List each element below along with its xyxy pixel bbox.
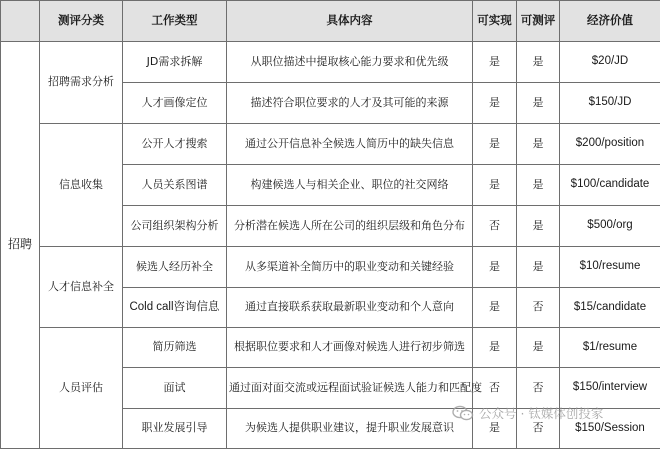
achievable-cell: 是 <box>473 288 517 328</box>
work-type-cell: 人员关系图谱 <box>123 165 227 206</box>
value-cell: $200/position <box>560 124 660 165</box>
assessable-cell: 是 <box>517 83 560 124</box>
category-cell: 人才信息补全 <box>40 247 123 328</box>
achievable-cell: 是 <box>473 165 517 206</box>
achievable-cell: 是 <box>473 247 517 288</box>
table-row <box>1 247 660 288</box>
header-assessable: 可测评 <box>517 1 560 42</box>
work-type-cell: 简历筛选 <box>123 328 227 368</box>
assessable-cell: 是 <box>517 247 560 288</box>
assessable-cell: 否 <box>517 409 560 449</box>
value-cell: $100/candidate <box>560 165 660 206</box>
assessable-cell: 是 <box>517 206 560 247</box>
header-row <box>1 1 660 42</box>
table-row <box>1 328 660 368</box>
content-cell: 从多渠道补全简历中的职业变动和关键经验 <box>227 247 473 288</box>
header-work-type: 工作类型 <box>123 1 227 42</box>
value-cell: $1/resume <box>560 328 660 368</box>
assessable-cell: 是 <box>517 124 560 165</box>
watermark-text: 公众号 · 钛媒体创投家 <box>479 404 603 422</box>
assessable-cell: 是 <box>517 42 560 83</box>
work-type-cell: 公司组织架构分析 <box>123 206 227 247</box>
work-type-cell: 候选人经历补全 <box>123 247 227 288</box>
achievable-cell: 是 <box>473 42 517 83</box>
achievable-cell: 否 <box>473 206 517 247</box>
category-cell: 人员评估 <box>40 328 123 449</box>
content-cell: 构建候选人与相关企业、职位的社交网络 <box>227 165 473 206</box>
content-cell: 通过直接联系获取最新职业变动和个人意向 <box>227 288 473 328</box>
achievable-cell: 否 <box>473 368 517 409</box>
header-value: 经济价值 <box>560 1 660 42</box>
achievable-cell: 是 <box>473 83 517 124</box>
top-category-cell: 招聘 <box>1 42 40 449</box>
value-cell: $150/interview <box>560 368 660 409</box>
work-type-cell: 面试 <box>123 368 227 409</box>
work-type-cell: JD需求拆解 <box>123 42 227 83</box>
value-cell: $500/org <box>560 206 660 247</box>
assessable-cell: 是 <box>517 328 560 368</box>
content-cell: 根据职位要求和人才画像对候选人进行初步筛选 <box>227 328 473 368</box>
assessable-cell: 否 <box>517 368 560 409</box>
category-cell: 信息收集 <box>40 124 123 247</box>
content-cell: 通过公开信息补全候选人简历中的缺失信息 <box>227 124 473 165</box>
content-cell: 从职位描述中提取核心能力要求和优先级 <box>227 42 473 83</box>
header-category: 测评分类 <box>40 1 123 42</box>
content-cell: 通过面对面交流或远程面试验证候选人能力和匹配度 <box>227 368 473 409</box>
achievable-cell: 是 <box>473 328 517 368</box>
header-content: 具体内容 <box>227 1 473 42</box>
header-achievable: 可实现 <box>473 1 517 42</box>
table-row <box>1 124 660 165</box>
work-type-cell: Cold call咨询信息 <box>123 288 227 328</box>
work-type-cell: 人才画像定位 <box>123 83 227 124</box>
value-cell: $20/JD <box>560 42 660 83</box>
assessable-cell: 否 <box>517 288 560 328</box>
assessable-cell: 是 <box>517 165 560 206</box>
header-top-category-blank <box>1 1 40 42</box>
work-type-cell: 职业发展引导 <box>123 409 227 449</box>
content-cell: 描述符合职位要求的人才及其可能的来源 <box>227 83 473 124</box>
value-cell: $150/Session <box>560 409 660 449</box>
category-cell: 招聘需求分析 <box>40 42 123 124</box>
achievable-cell: 是 <box>473 409 517 449</box>
value-cell: $15/candidate <box>560 288 660 328</box>
content-cell: 分析潜在候选人所在公司的组织层级和角色分布 <box>227 206 473 247</box>
achievable-cell: 是 <box>473 124 517 165</box>
value-cell: $150/JD <box>560 83 660 124</box>
content-cell: 为候选人提供职业建议，提升职业发展意识 <box>227 409 473 449</box>
work-type-cell: 公开人才搜索 <box>123 124 227 165</box>
value-cell: $10/resume <box>560 247 660 288</box>
table-row <box>1 42 660 83</box>
